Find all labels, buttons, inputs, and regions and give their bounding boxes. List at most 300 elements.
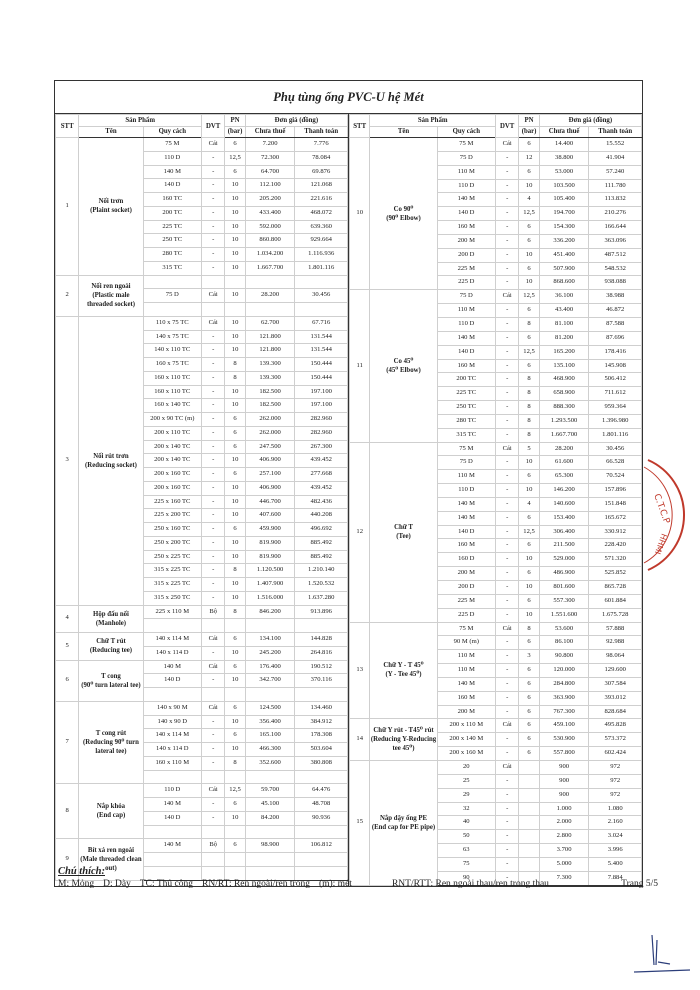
- price-pre-tax-cell: 64.700: [245, 165, 295, 179]
- pn-cell: 8: [225, 605, 245, 619]
- spec-cell: 90 M (m): [437, 636, 495, 650]
- pn-cell: 5: [519, 442, 539, 456]
- pn-cell: [225, 275, 245, 289]
- price-pre-tax-cell: 557.800: [539, 747, 589, 761]
- unit-cell: -: [495, 414, 518, 428]
- price-total-cell: 439.452: [295, 454, 348, 468]
- price-total-cell: 131.544: [295, 330, 348, 344]
- price-total-cell: 106.812: [295, 839, 348, 853]
- unit-cell: Cái: [201, 784, 224, 798]
- spec-cell: 110 D: [143, 784, 201, 798]
- table-row: [56, 839, 348, 853]
- unit-cell: -: [495, 221, 518, 235]
- product-name: [79, 275, 143, 316]
- price-pre-tax-cell: 592.000: [245, 220, 295, 234]
- unit-cell: -: [495, 179, 518, 193]
- pn-cell: 10: [519, 581, 539, 595]
- price-pre-tax-cell: 45.100: [245, 798, 295, 812]
- price-pre-tax-cell: 1.516.000: [245, 591, 295, 605]
- spec-cell: 140 x 114 M: [143, 633, 201, 647]
- pn-cell: 10: [519, 179, 539, 193]
- product-name-en: (End cap): [96, 812, 126, 820]
- price-pre-tax-cell: 819.900: [245, 550, 295, 564]
- svg-text:HHMI: HHMI: [652, 532, 669, 556]
- unit-cell: -: [201, 426, 224, 440]
- pn-cell: 8: [519, 622, 539, 636]
- pn-cell: 6: [519, 636, 539, 650]
- unit-cell: [201, 303, 224, 317]
- price-total-cell: 828.684: [589, 705, 642, 719]
- spec-cell: 140 x 114 D: [143, 743, 201, 757]
- unit-cell: -: [201, 440, 224, 454]
- price-total-cell: 282.960: [295, 426, 348, 440]
- price-pre-tax-cell: 7.300: [539, 871, 589, 885]
- pn-cell: 10: [519, 276, 539, 290]
- price-total-cell: 330.912: [589, 525, 642, 539]
- unit-cell: -: [495, 677, 518, 691]
- price-total-cell: 1.801.116: [295, 261, 348, 275]
- unit-cell: -: [201, 454, 224, 468]
- price-pre-tax-cell: 1.293.500: [539, 414, 589, 428]
- price-pre-tax-cell: 140.600: [539, 497, 589, 511]
- price-total-cell: 69.876: [295, 165, 348, 179]
- spec-cell: 160 M: [437, 221, 495, 235]
- spec-cell: 200 x 160 TC: [143, 481, 201, 495]
- unit-cell: -: [495, 331, 518, 345]
- pn-cell: 10: [225, 509, 245, 523]
- unit-cell: -: [495, 830, 518, 844]
- price-pre-tax-cell: 105.400: [539, 193, 589, 207]
- product-name-vi: Nối rút trơn: [93, 452, 129, 460]
- spec-cell: 280 TC: [143, 248, 201, 262]
- price-pre-tax-cell: 486.900: [539, 567, 589, 581]
- price-total-cell: 7.884: [589, 871, 642, 885]
- pn-cell: 8: [519, 317, 539, 331]
- unit-cell: -: [201, 674, 224, 688]
- pn-cell: [225, 688, 245, 702]
- price-pre-tax-cell: 139.300: [245, 358, 295, 372]
- spec-cell: 225 x 110 M: [143, 605, 201, 619]
- price-pre-tax-cell: 182.500: [245, 399, 295, 413]
- pn-cell: 10: [225, 399, 245, 413]
- header-pn: PN: [519, 115, 539, 127]
- price-total-cell: 307.584: [589, 677, 642, 691]
- unit-cell: -: [495, 844, 518, 858]
- pn-cell: 10: [225, 385, 245, 399]
- price-total-cell: 98.064: [589, 650, 642, 664]
- pn-cell: [519, 816, 539, 830]
- price-pre-tax-cell: 81.200: [539, 331, 589, 345]
- price-pre-tax-cell: 3.700: [539, 844, 589, 858]
- price-pre-tax-cell: 153.400: [539, 511, 589, 525]
- pn-cell: [519, 802, 539, 816]
- pn-cell: 6: [519, 470, 539, 484]
- price-total-cell: 885.492: [295, 536, 348, 550]
- price-total-cell: 113.832: [589, 193, 642, 207]
- legend-heading: Chú thích:: [58, 866, 105, 877]
- spec-cell: 110 D: [437, 484, 495, 498]
- header-ten: Tên: [79, 126, 143, 138]
- spec-cell: 200 x 140 TC: [143, 454, 201, 468]
- unit-cell: -: [495, 484, 518, 498]
- spec-cell: 250 TC: [143, 234, 201, 248]
- product-name: [370, 290, 437, 442]
- unit-cell: Bộ: [201, 605, 224, 619]
- spec-cell: 250 x 160 TC: [143, 523, 201, 537]
- product-name: [79, 701, 143, 784]
- unit-cell: Cái: [201, 660, 224, 674]
- price-total-cell: 87.696: [589, 331, 642, 345]
- unit-cell: -: [495, 317, 518, 331]
- spec-cell: 29: [437, 788, 495, 802]
- price-pre-tax-cell: 868.600: [539, 276, 589, 290]
- unit-cell: Cái: [201, 316, 224, 330]
- table-row: [56, 605, 348, 619]
- spec-cell: [143, 303, 201, 317]
- unit-cell: -: [495, 151, 518, 165]
- price-pre-tax-cell: 1.120.500: [245, 564, 295, 578]
- unit-cell: Cái: [495, 760, 518, 774]
- price-pre-tax-cell: 342.700: [245, 674, 295, 688]
- price-total-cell: 380.808: [295, 756, 348, 770]
- unit-cell: -: [201, 798, 224, 812]
- product-name: [370, 622, 437, 719]
- spec-cell: 280 TC: [437, 414, 495, 428]
- unit-cell: -: [495, 788, 518, 802]
- price-total-cell: 15.552: [589, 138, 642, 152]
- price-total-cell: 144.828: [295, 633, 348, 647]
- product-name-en: (45⁰ Elbow): [386, 366, 421, 374]
- unit-cell: Cái: [201, 289, 224, 303]
- item-number: 14: [350, 719, 370, 761]
- price-pre-tax-cell: 407.600: [245, 509, 295, 523]
- price-total-cell: 48.708: [295, 798, 348, 812]
- item-number: 7: [56, 701, 79, 784]
- product-name: [79, 633, 143, 661]
- pn-cell: 10: [225, 811, 245, 825]
- svg-text:C.T.C.P: C.T.C.P: [651, 492, 672, 526]
- table-row: [56, 701, 348, 715]
- pn-cell: 10: [225, 220, 245, 234]
- spec-cell: 50: [437, 830, 495, 844]
- price-total-cell: 151.848: [589, 497, 642, 511]
- header-stt: STT: [350, 115, 370, 138]
- pn-cell: 8: [225, 564, 245, 578]
- unit-cell: [201, 825, 224, 839]
- spec-cell: 200 TC: [143, 206, 201, 220]
- product-name-vi: T cong: [101, 672, 121, 680]
- pn-cell: 6: [225, 839, 245, 853]
- spec-cell: 250 x 225 TC: [143, 550, 201, 564]
- spec-cell: 315 x 225 TC: [143, 564, 201, 578]
- price-total-cell: 92.988: [589, 636, 642, 650]
- spec-cell: 315 TC: [437, 428, 495, 442]
- unit-cell: -: [495, 594, 518, 608]
- spec-cell: 140 M: [437, 331, 495, 345]
- unit-cell: [201, 688, 224, 702]
- pn-cell: 6: [519, 747, 539, 761]
- unit-cell: -: [201, 413, 224, 427]
- spec-cell: 110 x 75 TC: [143, 316, 201, 330]
- price-total-cell: 282.960: [295, 413, 348, 427]
- pn-cell: 6: [225, 165, 245, 179]
- unit-cell: -: [495, 816, 518, 830]
- price-pre-tax-cell: 1.667.700: [539, 428, 589, 442]
- table-row: [56, 633, 348, 647]
- unit-cell: [201, 853, 224, 867]
- legend-item: RNT/RTT: Ren ngoài thau/ren trong thau: [391, 879, 549, 889]
- spec-cell: 75 D: [437, 151, 495, 165]
- table-row: [350, 760, 642, 774]
- price-total-cell: 3.996: [589, 844, 642, 858]
- price-pre-tax-cell: 121.800: [245, 330, 295, 344]
- price-pre-tax-cell: 900: [539, 774, 589, 788]
- pn-cell: 10: [225, 591, 245, 605]
- spec-cell: 225 TC: [437, 387, 495, 401]
- pn-cell: 8: [225, 756, 245, 770]
- header-stt: STT: [56, 115, 79, 138]
- price-pre-tax-cell: 61.600: [539, 456, 589, 470]
- price-pre-tax-cell: 62.700: [245, 316, 295, 330]
- price-pre-tax-cell: 36.100: [539, 290, 589, 304]
- pn-cell: 10: [225, 743, 245, 757]
- price-pre-tax-cell: 135.100: [539, 359, 589, 373]
- product-name: [79, 660, 143, 701]
- pn-cell: [519, 830, 539, 844]
- price-total-cell: 487.512: [589, 248, 642, 262]
- table-row: [350, 719, 642, 733]
- price-pre-tax-cell: 356.400: [245, 715, 295, 729]
- table-row: [56, 138, 348, 152]
- pn-cell: 6: [519, 262, 539, 276]
- unit-cell: -: [201, 811, 224, 825]
- pn-cell: 6: [519, 359, 539, 373]
- unit-cell: -: [495, 581, 518, 595]
- pn-cell: 10: [225, 550, 245, 564]
- pn-cell: 6: [519, 539, 539, 553]
- price-pre-tax-cell: 112.100: [245, 179, 295, 193]
- price-total-cell: 150.444: [295, 371, 348, 385]
- pn-cell: 12,5: [519, 525, 539, 539]
- spec-cell: 200 M: [437, 567, 495, 581]
- unit-cell: -: [201, 193, 224, 207]
- price-total-cell: 482.436: [295, 495, 348, 509]
- item-number: 4: [56, 605, 79, 633]
- pn-cell: 6: [225, 426, 245, 440]
- pn-cell: [519, 774, 539, 788]
- unit-cell: -: [495, 401, 518, 415]
- item-number: 3: [56, 316, 79, 605]
- product-name-vi: Chữ T: [394, 524, 413, 532]
- pn-cell: 10: [225, 536, 245, 550]
- price-pre-tax-cell: 1.034.200: [245, 248, 295, 262]
- left-table-half: [55, 114, 349, 886]
- price-total-cell: 439.452: [295, 481, 348, 495]
- price-pre-tax-cell: 98.900: [245, 839, 295, 853]
- product-name: [370, 719, 437, 761]
- unit-cell: -: [495, 871, 518, 885]
- pn-cell: [225, 303, 245, 317]
- price-total-cell: 7.776: [295, 138, 348, 152]
- unit-cell: -: [495, 248, 518, 262]
- product-name-en: (Reducing Y-Reducing tee 45⁰): [370, 736, 437, 753]
- spec-cell: 160 D: [437, 553, 495, 567]
- header-don-gia: Đơn giá (đồng): [245, 115, 347, 127]
- price-pre-tax-cell: [245, 770, 295, 784]
- spec-cell: 200 D: [437, 581, 495, 595]
- price-pre-tax-cell: 306.400: [539, 525, 589, 539]
- unit-cell: -: [201, 509, 224, 523]
- price-pre-tax-cell: 451.400: [539, 248, 589, 262]
- spec-cell: 90: [437, 871, 495, 885]
- pn-cell: [225, 825, 245, 839]
- unit-cell: -: [201, 756, 224, 770]
- price-pre-tax-cell: 14.400: [539, 138, 589, 152]
- right-table-body: [350, 138, 642, 886]
- price-pre-tax-cell: 28.200: [245, 289, 295, 303]
- price-pre-tax-cell: 81.100: [539, 317, 589, 331]
- price-total-cell: 228.420: [589, 539, 642, 553]
- price-table-frame: [54, 80, 643, 887]
- price-pre-tax-cell: 38.800: [539, 151, 589, 165]
- pn-cell: 6: [519, 221, 539, 235]
- price-pre-tax-cell: [245, 619, 295, 633]
- pn-cell: 6: [225, 701, 245, 715]
- spec-cell: 140 x 110 TC: [143, 344, 201, 358]
- price-total-cell: 70.524: [589, 470, 642, 484]
- price-total-cell: 121.068: [295, 179, 348, 193]
- price-pre-tax-cell: 65.300: [539, 470, 589, 484]
- table-row: [56, 784, 348, 798]
- price-pre-tax-cell: 121.800: [245, 344, 295, 358]
- spec-cell: 200 x 140 M: [437, 733, 495, 747]
- unit-cell: [201, 619, 224, 633]
- spec-cell: 250 TC: [437, 401, 495, 415]
- price-pre-tax-cell: 247.500: [245, 440, 295, 454]
- unit-cell: -: [201, 399, 224, 413]
- product-name: [79, 138, 143, 276]
- item-number: 10: [350, 138, 370, 290]
- pn-cell: 6: [225, 413, 245, 427]
- unit-cell: -: [495, 345, 518, 359]
- spec-cell: [143, 275, 201, 289]
- page-title: Phụ tùng ống PVC-U hệ Mét: [55, 81, 642, 114]
- pn-cell: 6: [519, 304, 539, 318]
- pn-cell: 6: [519, 567, 539, 581]
- pn-cell: 10: [225, 330, 245, 344]
- price-total-cell: 157.896: [589, 484, 642, 498]
- price-total-cell: 468.072: [295, 206, 348, 220]
- pn-cell: 4: [519, 193, 539, 207]
- price-pre-tax-cell: [245, 853, 295, 867]
- spec-cell: 75 M: [437, 622, 495, 636]
- price-total-cell: 571.320: [589, 553, 642, 567]
- price-pre-tax-cell: 103.500: [539, 179, 589, 193]
- unit-cell: -: [201, 495, 224, 509]
- unit-cell: Cái: [201, 701, 224, 715]
- product-name-vi: Nối ren ngoài: [91, 283, 131, 291]
- price-total-cell: 197.100: [295, 399, 348, 413]
- price-total-cell: 972: [589, 774, 642, 788]
- price-pre-tax-cell: 90.800: [539, 650, 589, 664]
- pn-cell: 10: [225, 289, 245, 303]
- price-total-cell: 972: [589, 788, 642, 802]
- legend-item: D: Dày: [103, 879, 131, 889]
- pn-cell: 4: [519, 497, 539, 511]
- header-pn-unit: (bar): [519, 126, 539, 138]
- spec-cell: 160 x 110 TC: [143, 371, 201, 385]
- product-name-en: (Plaint socket): [90, 207, 132, 215]
- header-thanh-toan: Thanh toán: [295, 126, 348, 138]
- unit-cell: Cái: [201, 633, 224, 647]
- item-number: 12: [350, 442, 370, 622]
- price-pre-tax-cell: 1.551.600: [539, 608, 589, 622]
- price-total-cell: 639.360: [295, 220, 348, 234]
- unit-cell: -: [201, 523, 224, 537]
- price-pre-tax-cell: 182.500: [245, 385, 295, 399]
- spec-cell: 160 x 140 TC: [143, 399, 201, 413]
- unit-cell: -: [201, 165, 224, 179]
- unit-cell: -: [495, 165, 518, 179]
- price-pre-tax-cell: 406.900: [245, 454, 295, 468]
- spec-cell: 40: [437, 816, 495, 830]
- price-total-cell: 506.412: [589, 373, 642, 387]
- spec-cell: 225 M: [437, 262, 495, 276]
- unit-cell: -: [495, 193, 518, 207]
- price-pre-tax-cell: [245, 688, 295, 702]
- price-total-cell: 865.728: [589, 581, 642, 595]
- price-total-cell: [295, 825, 348, 839]
- pn-cell: [225, 619, 245, 633]
- price-total-cell: 78.084: [295, 151, 348, 165]
- spec-cell: 140 x 90 M: [143, 701, 201, 715]
- spec-cell: 75 D: [437, 456, 495, 470]
- unit-cell: -: [495, 650, 518, 664]
- price-total-cell: 150.444: [295, 358, 348, 372]
- product-name: [79, 784, 143, 839]
- spec-cell: 140 M: [143, 839, 201, 853]
- price-total-cell: 440.208: [295, 509, 348, 523]
- pn-cell: 6: [519, 138, 539, 152]
- price-pre-tax-cell: 5.000: [539, 857, 589, 871]
- unit-cell: -: [201, 564, 224, 578]
- price-pre-tax-cell: 888.300: [539, 401, 589, 415]
- spec-cell: 110 D: [143, 151, 201, 165]
- pn-cell: 8: [225, 371, 245, 385]
- spec-cell: 140 M: [143, 165, 201, 179]
- price-pre-tax-cell: 658.900: [539, 387, 589, 401]
- item-number: 8: [56, 784, 79, 839]
- spec-cell: 200 M: [437, 234, 495, 248]
- product-name-vi: Co 45⁰: [393, 357, 414, 365]
- spec-cell: 140 D: [437, 525, 495, 539]
- price-total-cell: 111.780: [589, 179, 642, 193]
- unit-cell: -: [495, 664, 518, 678]
- product-name: [370, 138, 437, 290]
- price-pre-tax-cell: 53.000: [539, 165, 589, 179]
- price-total-cell: 929.664: [295, 234, 348, 248]
- price-pre-tax-cell: 262.000: [245, 426, 295, 440]
- unit-cell: -: [495, 276, 518, 290]
- product-name: [370, 442, 437, 622]
- spec-cell: 225 TC: [143, 220, 201, 234]
- unit-cell: -: [495, 428, 518, 442]
- table-row: [56, 660, 348, 674]
- pn-cell: 10: [225, 495, 245, 509]
- price-total-cell: 210.276: [589, 207, 642, 221]
- pn-cell: 10: [225, 179, 245, 193]
- price-total-cell: 885.492: [295, 550, 348, 564]
